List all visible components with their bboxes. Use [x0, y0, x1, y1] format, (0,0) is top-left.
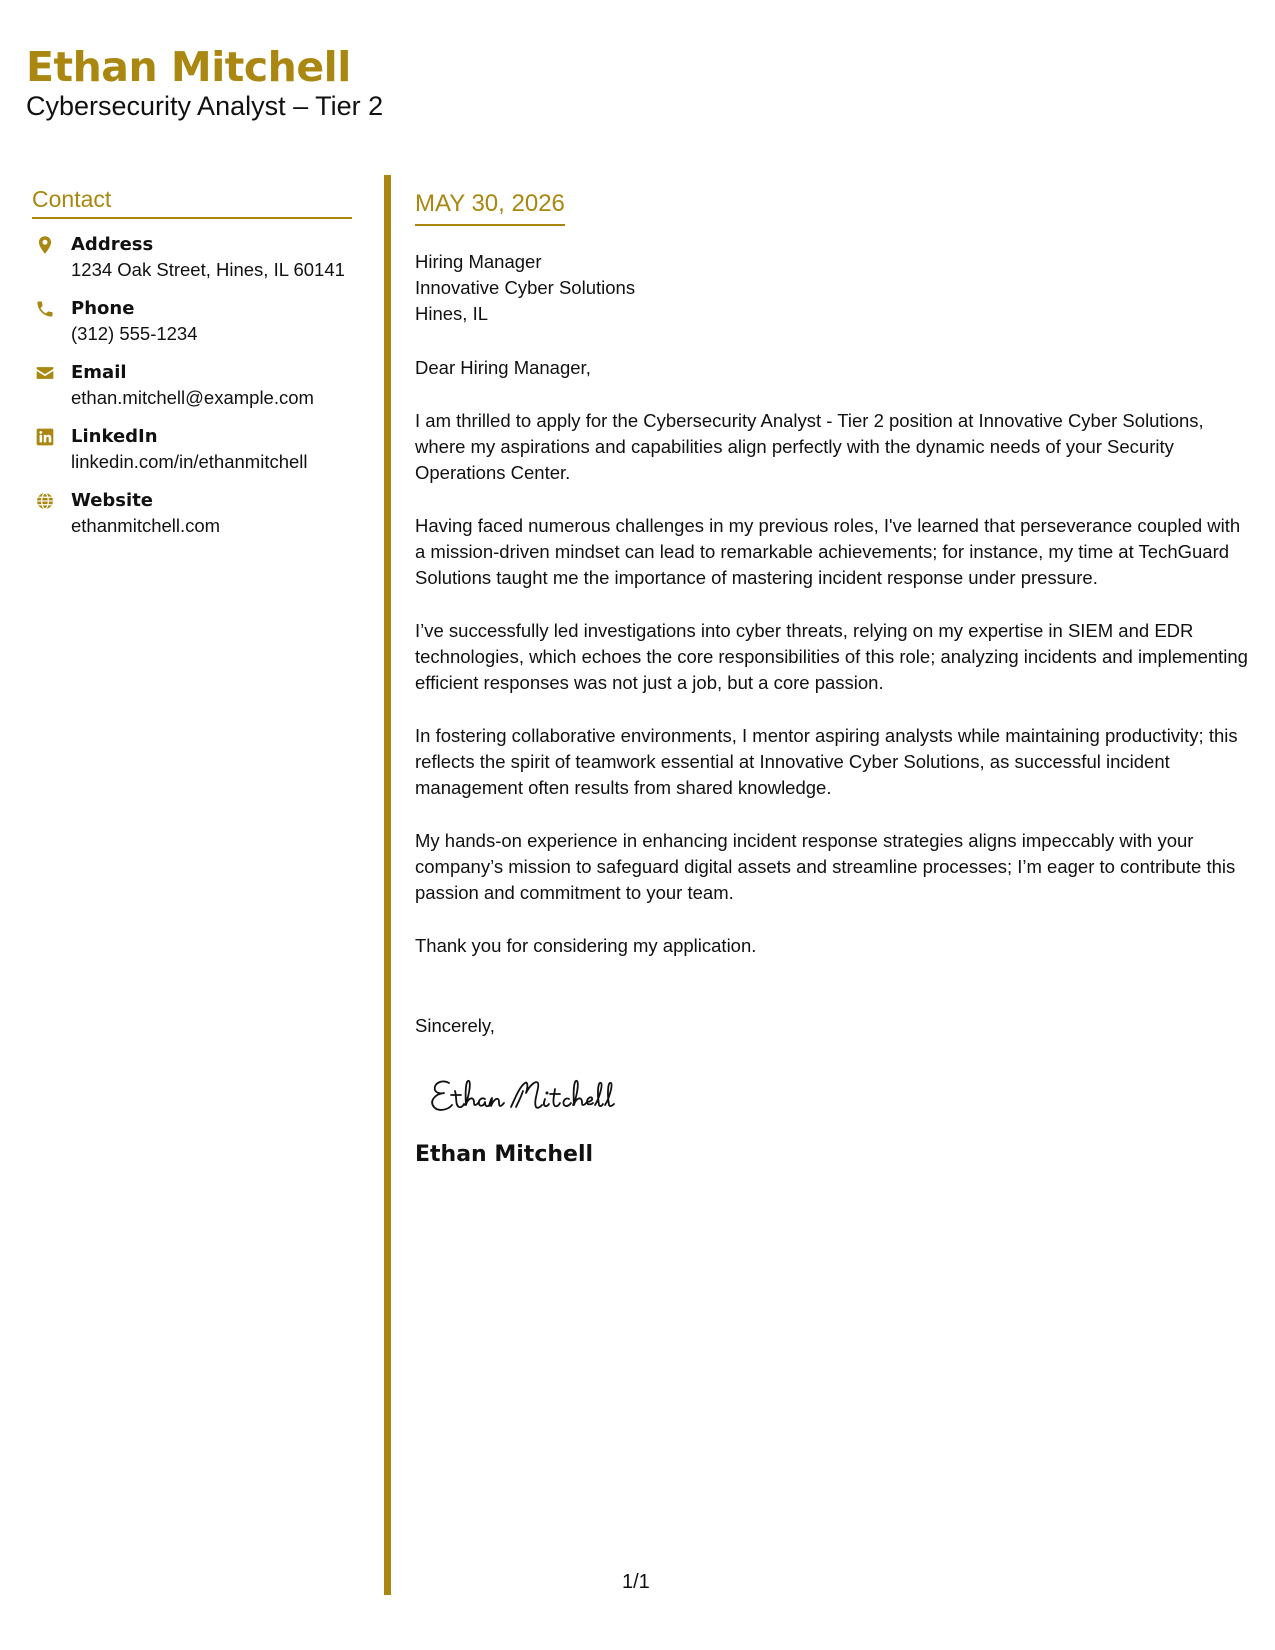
letter-paragraph: I am thrilled to apply for the Cybersecurity Analyst - Tier 2 position at Innovative Cyber Solutions, where my aspirations and capabilities align perfectly with the dynamic needs of your Security Operations Center.: [415, 410, 1204, 483]
letter-paragraph: Having faced numerous challenges in my previous roles, I've learned that perseverance coupled with a mission-driven mindset can lead to remarkable achievements; for instance, my time at TechGuard Solutions taught me the importance of mastering incident response under pressure.: [415, 515, 1241, 588]
header: [26, 44, 383, 122]
signed-name: Ethan Mitchell: [415, 1142, 594, 1167]
column-divider: [384, 175, 391, 1595]
letter-date: MAY 30, 2026: [415, 190, 565, 226]
applicant-role: Cybersecurity Analyst – Tier 2: [26, 91, 384, 122]
contact-label: Phone: [71, 298, 135, 319]
contact-heading: Contact: [32, 186, 352, 219]
contact-linkedin: [32, 425, 352, 474]
letter-paragraph: I’ve successfully led investigations into cyber threats, relying on my expertise in SIEM and EDR technologies, which echoes the core responsibilities of this role; analyzing incidents and implementing efficient responses was not just a job, but a core passion.: [415, 620, 1248, 693]
globe-icon: [34, 490, 56, 512]
recipient-line: Hiring Manager: [415, 251, 542, 272]
contact-label: Address: [71, 234, 154, 255]
letter-paragraph: My hands-on experience in enhancing incident response strategies aligns impeccably with your company’s mission to safeguard digital assets and streamline processes; I’m eager to contribute this passion and commitment to your team.: [415, 830, 1236, 903]
contact-email: [32, 361, 352, 410]
signature-image: [427, 1069, 667, 1119]
contact-website: [32, 489, 352, 538]
contact-value: linkedin.com/in/ethanmitchell: [71, 451, 308, 472]
contact-value: ethan.mitchell@example.com: [71, 387, 314, 408]
contact-sidebar: [32, 186, 352, 553]
contact-address: [32, 233, 352, 282]
contact-label: Website: [71, 490, 154, 511]
recipient-line: Hines, IL: [415, 303, 489, 324]
closing: Sincerely,: [415, 1015, 495, 1036]
envelope-icon: [34, 362, 56, 384]
recipient-block: [415, 249, 1255, 327]
map-pin-icon: [34, 234, 56, 256]
recipient-line: Innovative Cyber Solutions: [415, 277, 636, 298]
contact-value: ethanmitchell.com: [71, 515, 221, 536]
phone-icon: [34, 298, 56, 320]
letter-paragraph: Thank you for considering my application.: [415, 935, 757, 956]
page-number: 1/1: [622, 1571, 650, 1593]
letter-paragraph: In fostering collaborative environments, I mentor aspiring analysts while maintaining productivity; this reflects the spirit of teamwork essential at Innovative Cyber Solutions, as successful incident management often results from shared knowledge.: [415, 725, 1238, 798]
applicant-name: Ethan Mitchell: [26, 43, 351, 91]
linkedin-icon: [34, 426, 56, 448]
contact-value: (312) 555-1234: [71, 323, 198, 344]
contact-label: LinkedIn: [71, 426, 158, 447]
letter-body: [415, 190, 1255, 1167]
contact-value: 1234 Oak Street, Hines, IL 60141: [71, 259, 345, 280]
contact-label: Email: [71, 362, 127, 383]
contact-phone: [32, 297, 352, 346]
salutation: Dear Hiring Manager,: [415, 357, 591, 378]
